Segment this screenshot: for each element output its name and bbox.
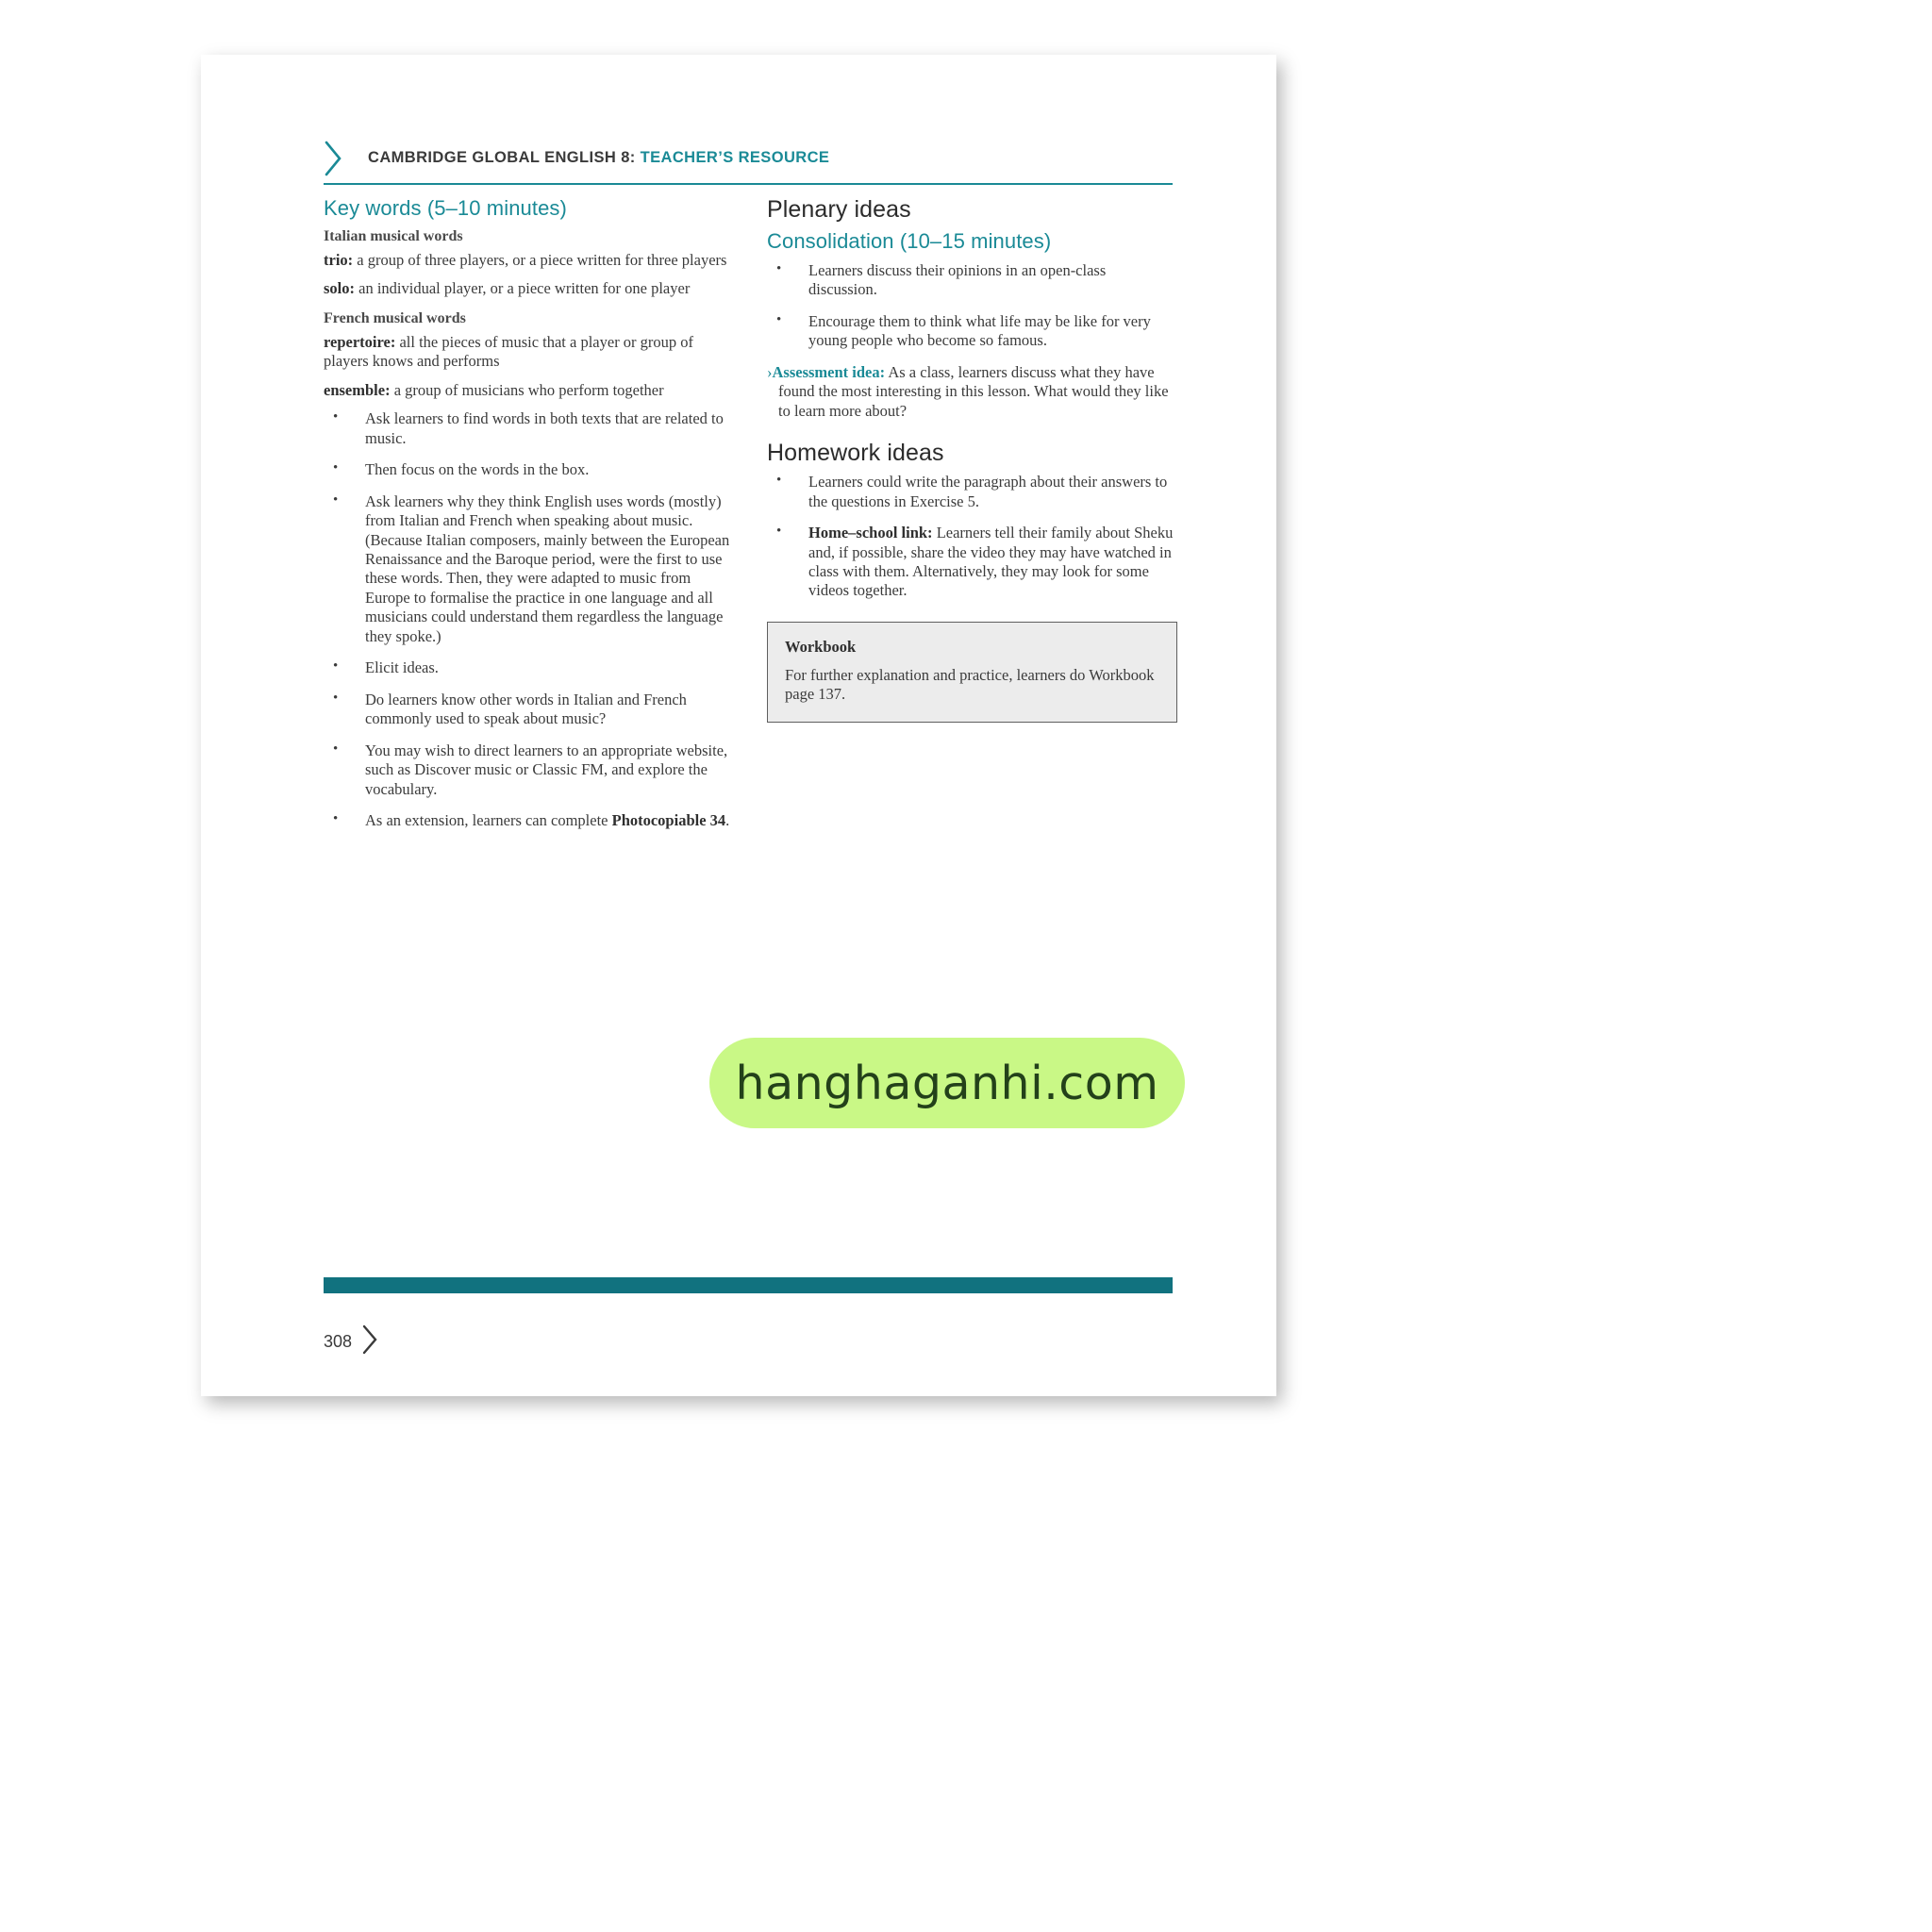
glossary-entry: [324, 279, 734, 298]
key-words-heading: Key words (5–10 minutes): [324, 196, 567, 220]
list-item: • Ask learners why they think English uses words (mostly) from Italian and French when speaking about music. (Because Italian composers, mainly between the European Renaissance and the Baroque period, were the first to use these words. Then, they were adapted to music from Europe to formalise the practice in one language and all musicians could understand them regardless the language they spoke.): [324, 492, 734, 647]
photocopiable-reference: Photocopiable 34: [611, 810, 726, 829]
glossary-definition: a group of musicians who perform together: [390, 380, 664, 399]
list-item: • Elicit ideas.: [324, 658, 734, 677]
list-item: • Learners could write the paragraph about their answers to the questions in Exercise 5.: [767, 473, 1177, 511]
running-header: [324, 138, 1173, 187]
footer-page-number-group: [324, 1324, 380, 1360]
watermark-text: hanghaganhi.com: [735, 1056, 1159, 1110]
homework-bullet-list: [767, 473, 1177, 601]
homework-ideas-heading: Homework ideas: [767, 440, 944, 467]
right-column: [767, 196, 1177, 723]
list-item: • Ask learners to find words in both texts that are related to music.: [324, 409, 734, 448]
chevron-right-icon: [324, 140, 344, 177]
watermark-badge: [709, 1038, 1185, 1128]
glossary-term: repertoire:: [324, 332, 396, 351]
glossary-entry: [324, 333, 734, 372]
assessment-idea: [767, 363, 1177, 421]
left-column: [324, 196, 734, 842]
page-sheet: [201, 55, 1276, 1396]
glossary-definition: a group of three players, or a piece written for three players: [353, 251, 727, 269]
list-item: • Then focus on the words in the box.: [324, 460, 734, 479]
list-item-suffix: .: [725, 810, 730, 829]
workbook-title: Workbook: [785, 637, 857, 656]
assessment-idea-text: As a class, learners discuss what they have found the most interesting in this lesson. What would they like to learn more about?: [778, 362, 1169, 420]
workbook-text: For further explanation and practice, learners do Workbook page 137.: [785, 665, 1155, 704]
glossary-entry: [324, 381, 734, 400]
list-item-text: As an extension, learners can complete: [365, 810, 612, 829]
italian-words-heading: Italian musical words: [324, 228, 463, 244]
glossary-term: solo:: [324, 279, 355, 298]
list-item: • You may wish to direct learners to an appropriate website, such as Discover music or Classic FM, and explore the vocabulary.: [324, 741, 734, 799]
glossary-definition: an individual player, or a piece written for one player: [355, 279, 691, 298]
chevron-right-icon: [361, 1324, 380, 1360]
workbook-callout: [767, 622, 1177, 723]
glossary-definition: all the pieces of music that a player or group of players knows and performs: [324, 332, 694, 371]
glossary-term: ensemble:: [324, 380, 391, 399]
footer-bar: [324, 1277, 1173, 1293]
list-item-home-school-link: [767, 524, 1177, 601]
list-item-photocopiable: [324, 811, 734, 830]
header-title-accent: TEACHER’S RESOURCE: [640, 149, 830, 166]
plenary-ideas-heading: Plenary ideas: [767, 196, 911, 223]
key-words-bullet-list: [324, 409, 734, 830]
list-item-text: Learners tell their family about Sheku and, if possible, share the video they may have watched in class with them. Alternatively, they may look for some videos together.: [808, 524, 1174, 600]
glossary-term: trio:: [324, 251, 354, 269]
assessment-idea-label: Assessment idea:: [772, 362, 886, 381]
header-title: [368, 149, 829, 167]
chevron-right-icon: ›: [767, 362, 773, 381]
list-item: • Encourage them to think what life may be like for very young people who become so famous.: [767, 312, 1177, 351]
consolidation-bullet-list: [767, 261, 1177, 351]
page-number: 308: [324, 1332, 353, 1351]
list-item: • Learners discuss their opinions in an open-class discussion.: [767, 261, 1177, 300]
french-words-heading: French musical words: [324, 309, 466, 326]
header-title-main: CAMBRIDGE GLOBAL ENGLISH 8:: [368, 149, 641, 166]
consolidation-heading: Consolidation (10–15 minutes): [767, 229, 1052, 253]
list-item: • Do learners know other words in Italian and French commonly used to speak about music?: [324, 691, 734, 729]
header-rule: [324, 183, 1173, 185]
home-school-link-label: Home–school link:: [808, 524, 933, 542]
glossary-entry: [324, 251, 734, 270]
